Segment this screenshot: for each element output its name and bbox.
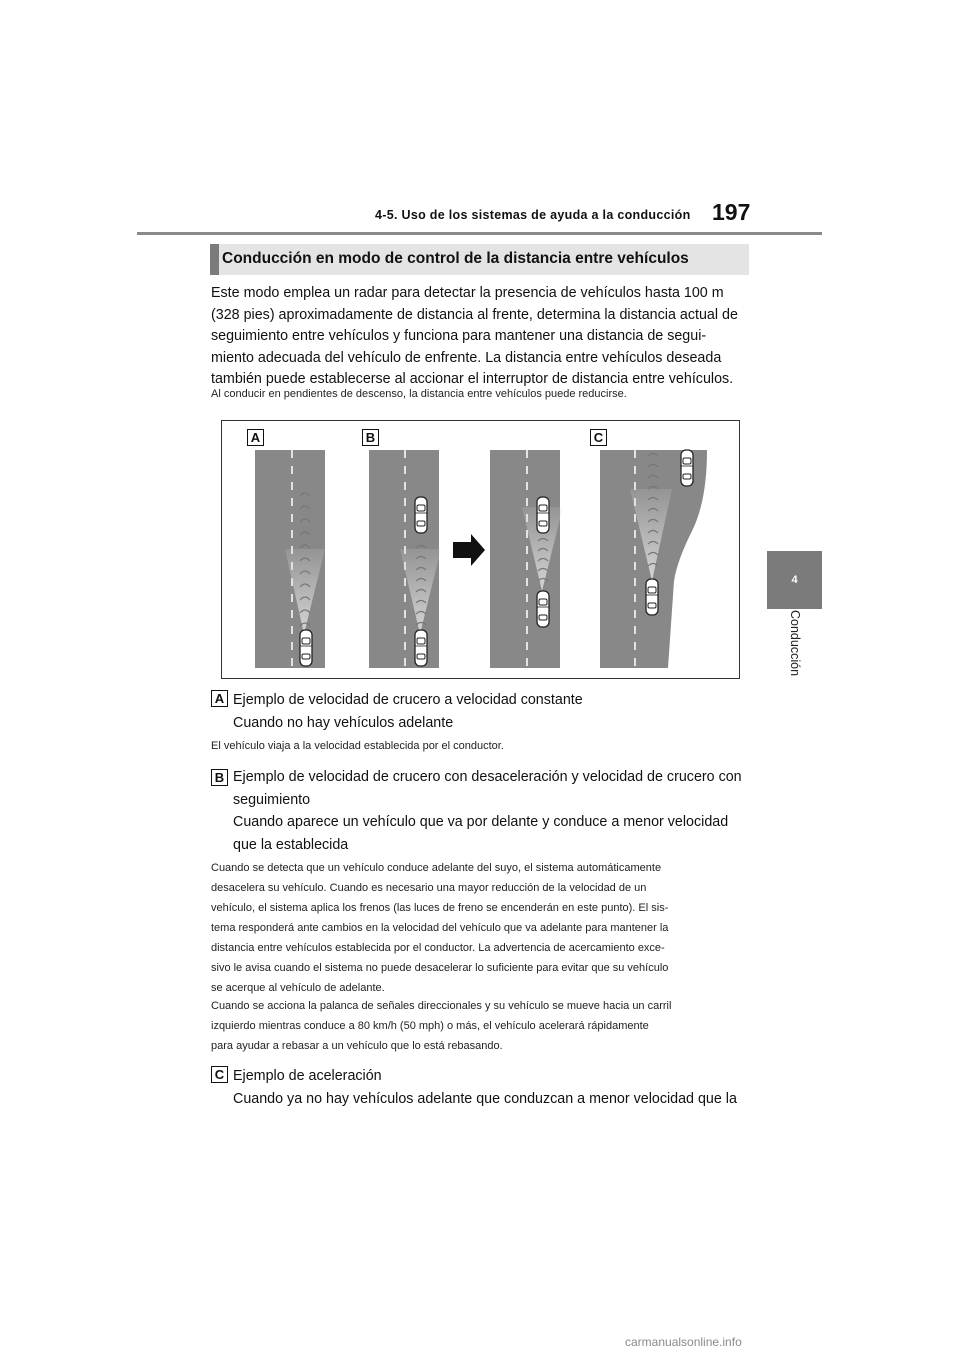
chapter-label: Conducción (788, 610, 802, 677)
note-line: para ayudar a rebasar a un vehículo que lo está rebasando. (211, 1040, 503, 1052)
transition-arrow (453, 534, 485, 566)
item-c-text (233, 1065, 753, 1110)
intro-line: Este modo emplea un radar para detectar la presencia de vehículos hasta 100 m (211, 285, 724, 301)
item-b-line: que la establecida (233, 836, 349, 853)
note-line: vehículo, el sistema aplica los frenos (las luces de freno se encenderán en este punto). El sis- (211, 902, 669, 914)
note-line: Cuando se acciona la palanca de señales direccionales y su vehículo se mueve hacia un carril (211, 1000, 672, 1012)
item-b-note-2 (211, 996, 751, 1056)
item-c-line: Ejemplo de aceleración (233, 1068, 382, 1084)
item-b-text (233, 766, 753, 856)
item-a-text (233, 689, 753, 734)
figure-label-a: A (247, 429, 264, 446)
intro-line: (328 pies) aproximadamente de distancia al frente, determina la distancia actual de (211, 306, 738, 323)
item-a-line: Ejemplo de velocidad de crucero a velocidad constante (233, 692, 583, 708)
item-marker-a: A (211, 690, 228, 707)
illustration-svg (222, 421, 741, 680)
item-marker-b: B (211, 769, 228, 786)
intro-note: Al conducir en pendientes de descenso, la distancia entre vehículos puede reducirse. (211, 388, 627, 400)
note-line: izquierdo mientras conduce a 80 km/h (50 mph) o más, el vehículo acelerará rápidamente (211, 1020, 649, 1032)
intro-line: seguimiento entre vehículos y funciona para mantener una distancia de segui- (211, 328, 707, 344)
item-c-line: Cuando ya no hay vehículos adelante que conduzcan a menor velocidad que la (233, 1090, 737, 1107)
running-header: 4-5. Uso de los sistemas de ayuda a la conducción (375, 208, 691, 222)
note-line: se acerque al vehículo de adelante. (211, 982, 385, 994)
cruise-control-illustration (221, 420, 740, 679)
figure-label-c: C (590, 429, 607, 446)
item-b-line: seguimiento (233, 791, 311, 808)
page-number: 197 (712, 199, 751, 225)
intro-paragraph (211, 283, 751, 391)
note-line: Cuando se detecta que un vehículo conduce adelante del suyo, el sistema automáticamente (211, 862, 662, 874)
chapter-tab (767, 551, 822, 609)
note-line: desacelera su vehículo. Cuando es necesario una mayor reducción de la velocidad de un (211, 882, 647, 894)
road-b-following (490, 450, 563, 668)
note-line: distancia entre vehículos establecida por el conductor. La advertencia de acercamiento exce- (211, 942, 665, 954)
road-b (369, 450, 441, 668)
item-a-note: El vehículo viaja a la velocidad establecida por el conductor. (211, 740, 504, 752)
intro-line: miento adecuada del vehículo de enfrente. La distancia entre vehículos deseada (211, 349, 722, 366)
note-line: sivo le avisa cuando el sistema no puede desacelerar lo suficiente para evitar que su vehículo (211, 962, 669, 974)
item-b-line: Cuando aparece un vehículo que va por delante y conduce a menor velocidad (233, 814, 729, 830)
header-rule (137, 232, 822, 235)
item-b-line: Ejemplo de velocidad de crucero con desaceleración y velocidad de crucero con (233, 769, 742, 785)
intro-line: también puede establecerse al accionar el interruptor de distancia entre vehículos. (211, 371, 734, 387)
chapter-number: 4 (791, 574, 798, 586)
road-c (600, 450, 707, 668)
road-a (255, 450, 325, 668)
watermark-link[interactable]: carmanualsonline.info (625, 1335, 742, 1349)
item-a-line: Cuando no hay vehículos adelante (233, 714, 454, 731)
item-b-note-1 (211, 858, 751, 998)
item-marker-c: C (211, 1066, 228, 1083)
section-title: Conducción en modo de control de la distancia entre vehículos (222, 250, 689, 267)
note-line: tema responderá ante cambios en la velocidad del vehículo que va adelante para mantener la (211, 922, 669, 934)
figure-label-b: B (362, 429, 379, 446)
